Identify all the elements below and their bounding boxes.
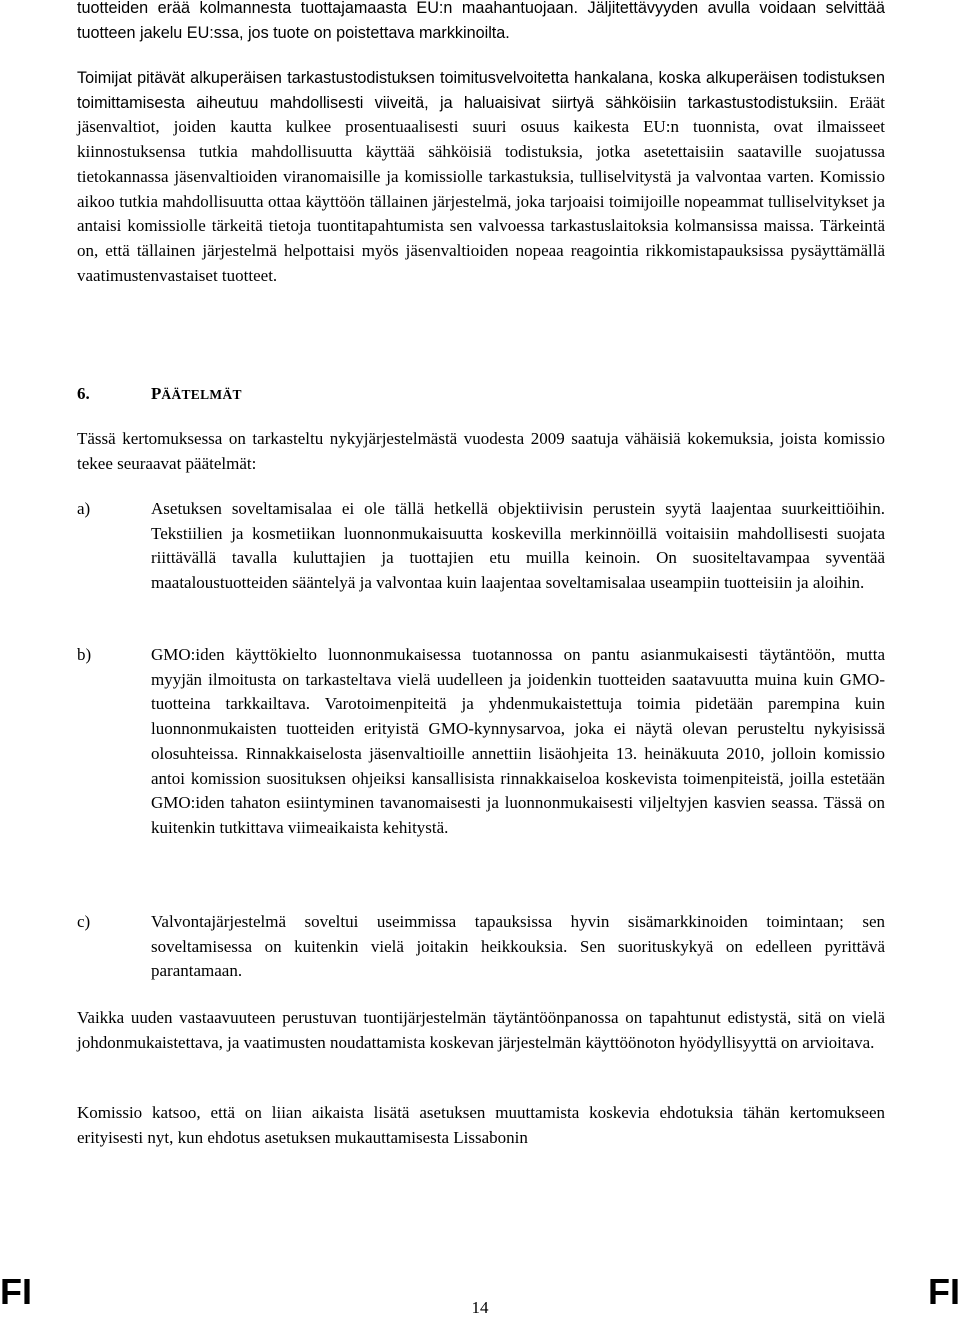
page-number: 14 <box>471 1298 489 1317</box>
list-item-a <box>77 497 885 596</box>
paragraph-electronic-certificates-part2: Eräät jäsenvaltiot, joiden kautta kulkee prosentuaalisesti suuri osuus kaikesta EU:n tuonnista, ovat ilmaisseet kiinnostuksensa tutkia mahdollisuutta käyttää sähköisiä todistuksia, jotka asetettaisiin saataville suojatussa tietokannassa jäsenvaltioiden viranomaisille ja komissiolle tarkastuksia, tulliselvitystä ja valvontaa varten. <box>77 92 885 186</box>
section-title-initial: P <box>151 384 162 403</box>
list-item-text: Valvontajärjestelmä soveltui useimmissa tapauksissa hyvin sisämarkkinoiden toimintaan; sen soveltamisessa on kuitenkin vielä joitakin heikkouksia. Sen suorituskykyä on edelleen pyrittävä parantamaan. <box>151 912 885 981</box>
paragraph-traceability: tuotteiden erää kolmannesta tuottajamaasta EU:n maahantuojaan. Jäljitettävyyden avulla voidaan selvittää tuotteen jakelu EU:ssa, jos tuote on poistettava markkinoilta. <box>77 0 885 42</box>
list-item-label: a) <box>77 499 91 518</box>
paragraph-electronic-certificates-part1: Toimijat pitävät alkuperäisen tarkastustodistuksen toimitusvelvoitetta hankalana, koska alkuperäisen todistuksen toimittamisesta aiheutuu mahdollisesti viiveitä, ja haluaisivat siirtyä sähköisiin tarkastustodistuksiin. <box>77 69 885 112</box>
list-item-c <box>77 910 885 984</box>
paragraph-electronic-certificates-part3: Komissio aikoo tutkia mahdollisuutta ottaa käyttöön tällainen järjestelmä, joka tarjoaisi toimijoille nopeammat tulliselvitykset ja antaisi komissiolle tärkeitä tietoja tuontitapahtumista sen valvoessa tarkastuslaitoksia kolmansissa maissa. Tärkeintä on, että tällainen järjestelmä helpottaisi myös jäsenvaltioiden nopeaa reagointia rikkomistapauksissa pysäyttämällä vaatimustenvastaiset tuotteet. <box>77 166 885 285</box>
list-item-label: b) <box>77 645 92 664</box>
paragraph-conclusions-intro: Tässä kertomuksessa on tarkasteltu nykyjärjestelmästä vuodesta 2009 saatuja vähäisiä kokemuksia, joista komissio tekee seuraavat päätelmät: <box>77 429 885 473</box>
section-number: 6. <box>77 384 90 403</box>
paragraph-import-regime: Vaikka uuden vastaavuuteen perustuvan tuontijärjestelmän täytäntöönpanossa on tapahtunut edistystä, sitä on vielä johdonmukaistettava, ja vaatimusten noudattamista koskevan järjestelmän käyttöönoton hyödyllisyyttä on arvioitava. <box>77 1008 885 1052</box>
paragraph-amendment-proposals: Komissio katsoo, että on liian aikaista lisätä asetuksen muuttamista koskevia ehdotuksia tähän kertomukseen erityisesti nyt, kun ehdotus asetuksen mukauttamisesta Lissabonin <box>77 1103 885 1147</box>
list-item-label: c) <box>77 912 91 931</box>
footer-language-code-right: FI <box>928 1271 960 1312</box>
list-item-b <box>77 643 885 841</box>
list-item-text: Asetuksen soveltamisalaa ei ole tällä hetkellä objektiivisin perustein syytä laajentaa suurkeittiöihin. Tekstiilien ja kosmetiikan luonnonmukaisuutta koskevilla merkinnöillä voitaisiin mahdollisesti suojata riittävällä tavalla kuluttajien ja tuottajien etu muilla keinoin. On suositeltavampaa syventää maataloustuotteiden sääntelyä ja valvontaa kuin laajentaa soveltamisalaa useampiin tuotteisiin ja aloihin. <box>151 499 885 593</box>
section-heading <box>77 382 885 407</box>
list-item-text: GMO:iden käyttökielto luonnonmukaisessa tuotannossa on pantu asianmukaisesti täytäntöön, mutta myyjän ilmoitusta on tarkasteltava vielä uudelleen ja joidenkin tuotteiden saatavuutta muina kuin GMO-tuotteina tarkkailtava. Varotoimenpiteitä ja yhdenmukaistettuja toimia pidetään parempina kuin luonnonmukaisten tuotteiden erityistä GMO-kynnysarvoa, joka ei näytä olevan perusteltu nykyisissä olosuhteissa. Rinnakkaiselosta jäsenvaltioille annettiin lisäohjeita 13. heinäkuuta 2010, jolloin komissio antoi komission suosituksen ohjeiksi kansallisista rinnakkaiseloa koskevista toimenpiteistä, joilla estetään GMO:iden tahaton esiintyminen tavanomaisesti ja luonnonmukaisesti viljeltyjen kasvien seassa. Tässä on kuitenkin tutkittava viimeaikaista kehitystä. <box>151 645 885 837</box>
section-title-rest: ÄÄTELMÄT <box>161 387 242 402</box>
footer-language-code-left: FI <box>0 1271 32 1312</box>
paragraph-electronic-certificates <box>77 66 885 288</box>
